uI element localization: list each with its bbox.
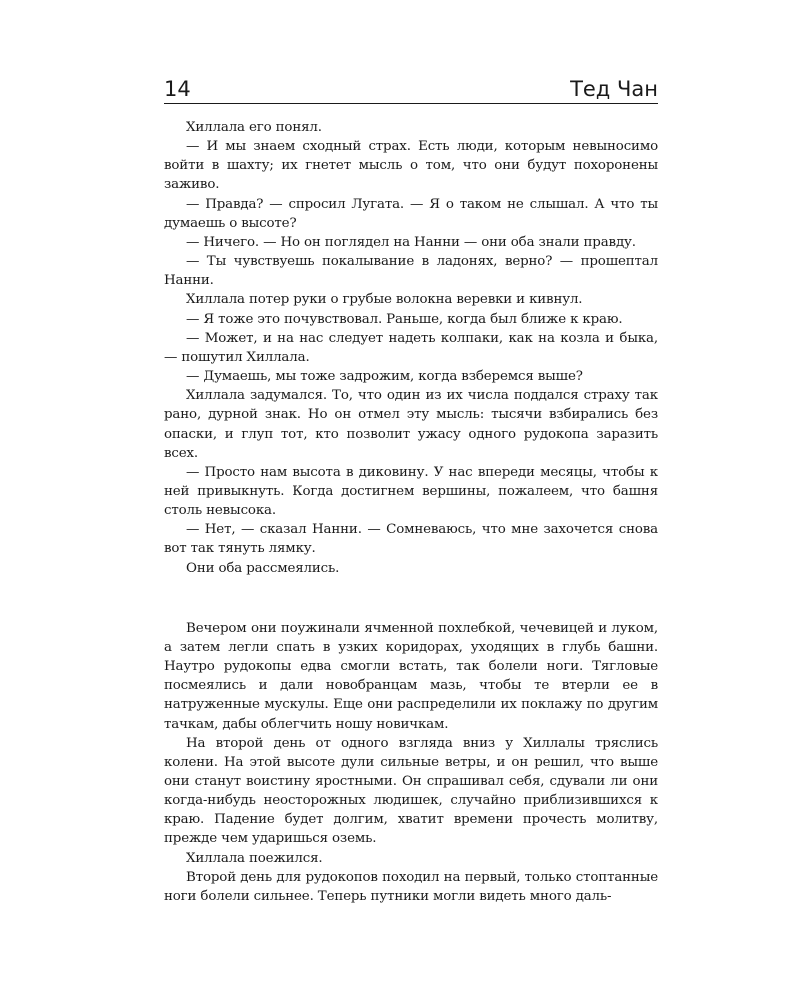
paragraph: — Я тоже это почувствовал. Раньше, когда был ближе к краю. xyxy=(186,311,623,327)
paragraph: Они оба рассмеялись. xyxy=(186,560,340,576)
paragraph: — Ничего. — Но он поглядел на Нанни — они оба знали правду. xyxy=(186,234,636,250)
paragraph: — И мы знаем сходный страх. Есть люди, которым невыносимо войти в шахту; их гнетет мысль о том, что они будут похоронены заживо. xyxy=(164,139,658,193)
paragraph: — Ты чувствуешь покалывание в ладонях, верно? — прошептал Нанни. xyxy=(164,254,658,289)
paragraph: Вечером они поужинали ячменной похлебкой, чечевицей и луком, а затем легли спать в узких коридорах, уходящих в глубь башни. Наутро рудокопы едва смогли встать, так болели ноги. Тягловые посмеялись и дали новобранцам мазь, чтобы те втерли ее в натруженные мускулы. Еще они распределили их поклажу по другим тачкам, дабы облегчить ношу новичкам. xyxy=(164,620,658,732)
paragraph: — Может, и на нас следует надеть колпаки, как на козла и быка, — пошутил Хиллала. xyxy=(164,330,658,365)
paragraph: Второй день для рудокопов походил на первый, только стоптанные ноги болели сильнее. Теперь путники могли видеть много даль- xyxy=(164,869,658,904)
running-title: Тед Чан xyxy=(570,77,658,101)
paragraph: Хиллала его понял. xyxy=(186,120,322,135)
paragraph: Хиллала поежился. xyxy=(186,850,323,866)
page-number: 14 xyxy=(164,77,191,101)
paragraph: На второй день от одного взгляда вниз у Хиллалы тряслись колени. На этой высоте дули сильные ветры, и он решил, что выше они станут воистину яростными. Он спрашивал себя, сдували ли они когда-нибудь неосторожных людишек, случайно приблизившихся к краю. Падение будет долгим, хватит времени прочесть молитву, прежде чем ударишься оземь. xyxy=(164,735,658,847)
paragraph: — Правда? — спросил Лугата. — Я о таком не слышал. А что ты думаешь о высоте? xyxy=(164,196,658,231)
paragraph: Хиллала задумался. То, что один из их числа поддался страху так рано, дурной знак. Но он отмел эту мысль: тысячи взбирались без опаски, и глуп тот, кто позволит ужасу одного рудокопа заразить всех. xyxy=(164,388,658,461)
page-header xyxy=(164,74,658,104)
paragraph: — Думаешь, мы тоже задрожим, когда взберемся выше? xyxy=(186,369,583,385)
paragraph: Хиллала потер руки о грубые волокна веревки и кивнул. xyxy=(186,292,583,308)
paragraph: — Просто нам высота в диковину. У нас впереди месяцы, чтобы к ней привыкнуть. Когда достигнем вершины, пожалеем, что башня столь невысока. xyxy=(164,464,658,519)
paragraph: — Нет, — сказал Нанни. — Сомневаюсь, что мне захочется снова вот так тянуть лямку. xyxy=(164,522,658,557)
header-rule xyxy=(164,103,658,104)
body-text xyxy=(164,118,658,906)
